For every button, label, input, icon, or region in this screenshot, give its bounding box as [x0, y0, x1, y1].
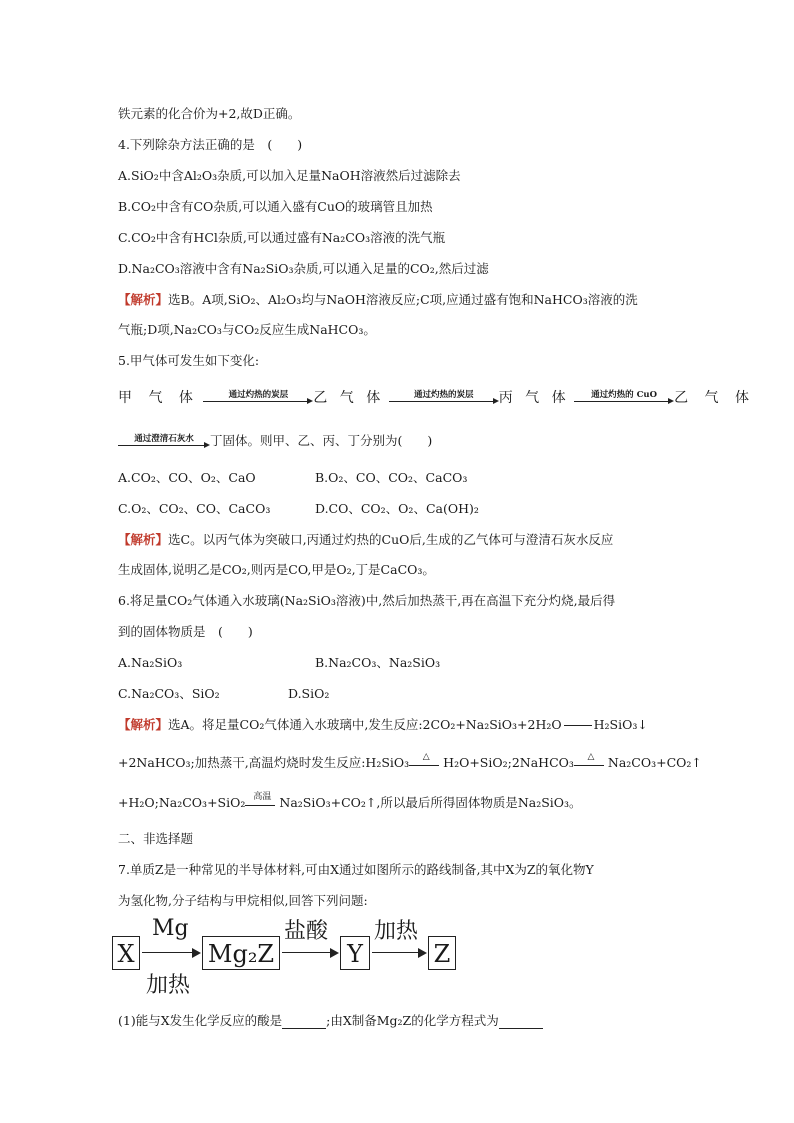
- question-7-sub1: [118, 1013, 543, 1029]
- high-temp-arrow: [245, 791, 279, 810]
- sub-question-text: ;由X制备Mg₂Z的化学方程式为: [326, 1013, 499, 1028]
- option-4b: B.CO₂中含有CO杂质,可以通入盛有CuO的玻璃管且加热: [118, 199, 433, 214]
- analysis-text: 选C。以丙气体为突破口,丙通过灼热的CuO后,生成的乙气体可与澄清石灰水反应: [168, 532, 614, 547]
- q5-tail: 丁固体。则甲、乙、丙、丁分别为( ): [210, 433, 433, 448]
- option-4d: D.Na₂CO₃溶液中含有Na₂SiO₃杂质,可以通入足量的CO₂,然后过滤: [118, 261, 489, 276]
- question-6-line1: 6.将足量CO₂气体通入水玻璃(Na₂SiO₃溶液)中,然后加热蒸干,再在高温下充分灼烧,最后得: [118, 593, 616, 608]
- arrow-1-head: [192, 948, 201, 958]
- heat-symbol: △: [422, 751, 430, 762]
- arrow-1: [142, 952, 194, 954]
- question-7-line2: 为氢化物,分子结构与甲烷相似,回答下列问题:: [118, 893, 368, 908]
- option-6b: B.Na₂CO₃、Na₂SiO₃: [315, 655, 441, 670]
- option-4c: C.CO₂中含有HCl杂质,可以通过盛有Na₂CO₃溶液的洗气瓶: [118, 230, 446, 245]
- box-x: X: [112, 936, 140, 970]
- high-temp-label: 高温: [253, 791, 272, 802]
- option-6a: A.Na₂SiO₃: [118, 655, 183, 670]
- analysis-label: 【解析】: [118, 532, 169, 547]
- option-5d: D.CO、CO₂、O₂、Ca(OH)₂: [315, 501, 479, 516]
- option-6d: D.SiO₂: [288, 686, 330, 701]
- box-y: Y: [340, 936, 370, 970]
- arrow-label: 通过灼热的炭层: [228, 390, 289, 400]
- arrow-limewater: [118, 435, 210, 449]
- answer-blank[interactable]: [499, 1016, 543, 1029]
- gas-yi-2: 乙 气 体: [674, 390, 755, 406]
- analysis-4-line2: 气瓶;D项,Na₂CO₃与CO₂反应生成NaHCO₃。: [118, 322, 376, 337]
- option-5c: C.O₂、CO₂、CO、CaCO₃: [118, 501, 271, 516]
- arrow-2: [282, 952, 332, 954]
- heat-arrow: [574, 751, 608, 770]
- q5-reaction-chain: [118, 390, 755, 406]
- analysis-text-product: H₂SiO₃↓: [593, 717, 648, 732]
- analysis-label: 【解析】: [118, 717, 169, 732]
- synthesis-flow-diagram: [112, 916, 472, 998]
- question-7-line1: 7.单质Z是一种常见的半导体材料,可由X通过如图所示的路线制备,其中X为Z的氧化物Y: [118, 862, 594, 877]
- option-5b: B.O₂、CO、CO₂、CaCO₃: [315, 470, 468, 485]
- sub-question-text: (1)能与X发生化学反应的酸是: [118, 1013, 283, 1028]
- analysis-6-line3: [118, 791, 582, 811]
- arrow-cuo: [574, 391, 674, 405]
- section-heading: 二、非选择题: [118, 831, 194, 846]
- analysis-text: 选B。A项,SiO₂、Al₂O₃均与NaOH溶液反应;C项,应通过盛有饱和NaHCO₃溶液的洗: [168, 292, 638, 307]
- arrow-label: 通过灼热的 CuO: [591, 390, 657, 400]
- option-4a: A.SiO₂中含Al₂O₃杂质,可以加入足量NaOH溶液然后过滤除去: [118, 168, 461, 183]
- analysis-6-line1: [118, 717, 648, 733]
- gas-jia: 甲 气 体: [118, 390, 199, 406]
- arrow2-label-top: 盐酸: [284, 919, 329, 944]
- box-mg2z: Mg₂Z: [202, 936, 280, 970]
- question-6-line2: 到的固体物质是 ( ): [118, 624, 253, 639]
- arrow-carbon-1: [203, 391, 313, 405]
- arrow1-label-top: Mg: [152, 916, 189, 941]
- heat-arrow: [409, 751, 443, 770]
- gas-yi: 乙 气 体: [313, 390, 385, 406]
- analysis-6-line2: [118, 751, 702, 771]
- heat-symbol: △: [587, 751, 595, 762]
- arrow3-label-top: 加热: [374, 919, 419, 944]
- option-5a: A.CO₂、CO、O₂、CaO: [118, 470, 256, 485]
- analysis-text: 选A。将足量CO₂气体通入水玻璃中,发生反应:2CO₂+Na₂SiO₃+2H₂O: [168, 717, 562, 732]
- text-line: 铁元素的化合价为+2,故D正确。: [118, 106, 301, 121]
- option-6c: C.Na₂CO₃、SiO₂: [118, 686, 220, 701]
- analysis-text: H₂O+SiO₂;2NaHCO₃: [443, 755, 574, 770]
- analysis-5-line2: 生成固体,说明乙是CO₂,则丙是CO,甲是O₂,丁是CaCO₃。: [118, 562, 435, 577]
- analysis-text: Na₂CO₃+CO₂↑: [607, 755, 702, 770]
- analysis-text: Na₂SiO₃+CO₂↑,所以最后所得固体物质是Na₂SiO₃。: [279, 795, 582, 810]
- question-4: 4.下列除杂方法正确的是 ( ): [118, 137, 303, 152]
- arrow-label: 通过灼热的炭层: [413, 390, 474, 400]
- analysis-label: 【解析】: [118, 292, 169, 307]
- equals-line: [564, 725, 592, 726]
- gas-bing: 丙 气 体: [498, 390, 570, 406]
- answer-blank[interactable]: [282, 1016, 326, 1029]
- arrow-3-head: [418, 948, 427, 958]
- box-z: Z: [428, 936, 456, 970]
- arrow-3: [372, 952, 422, 954]
- analysis-text: +2NaHCO₃;加热蒸干,高温灼烧时发生反应:H₂SiO₃: [118, 755, 410, 770]
- q5-tail-line: [118, 433, 432, 449]
- question-5: 5.甲气体可发生如下变化:: [118, 353, 260, 368]
- arrow-label: 通过澄清石灰水: [134, 433, 194, 444]
- arrow1-label-bottom: 加热: [146, 973, 191, 998]
- analysis-5-line1: [118, 532, 613, 548]
- analysis-4-line1: [118, 292, 638, 308]
- arrow-carbon-2: [389, 391, 499, 405]
- analysis-text: +H₂O;Na₂CO₃+SiO₂: [118, 795, 246, 810]
- arrow-2-head: [330, 948, 339, 958]
